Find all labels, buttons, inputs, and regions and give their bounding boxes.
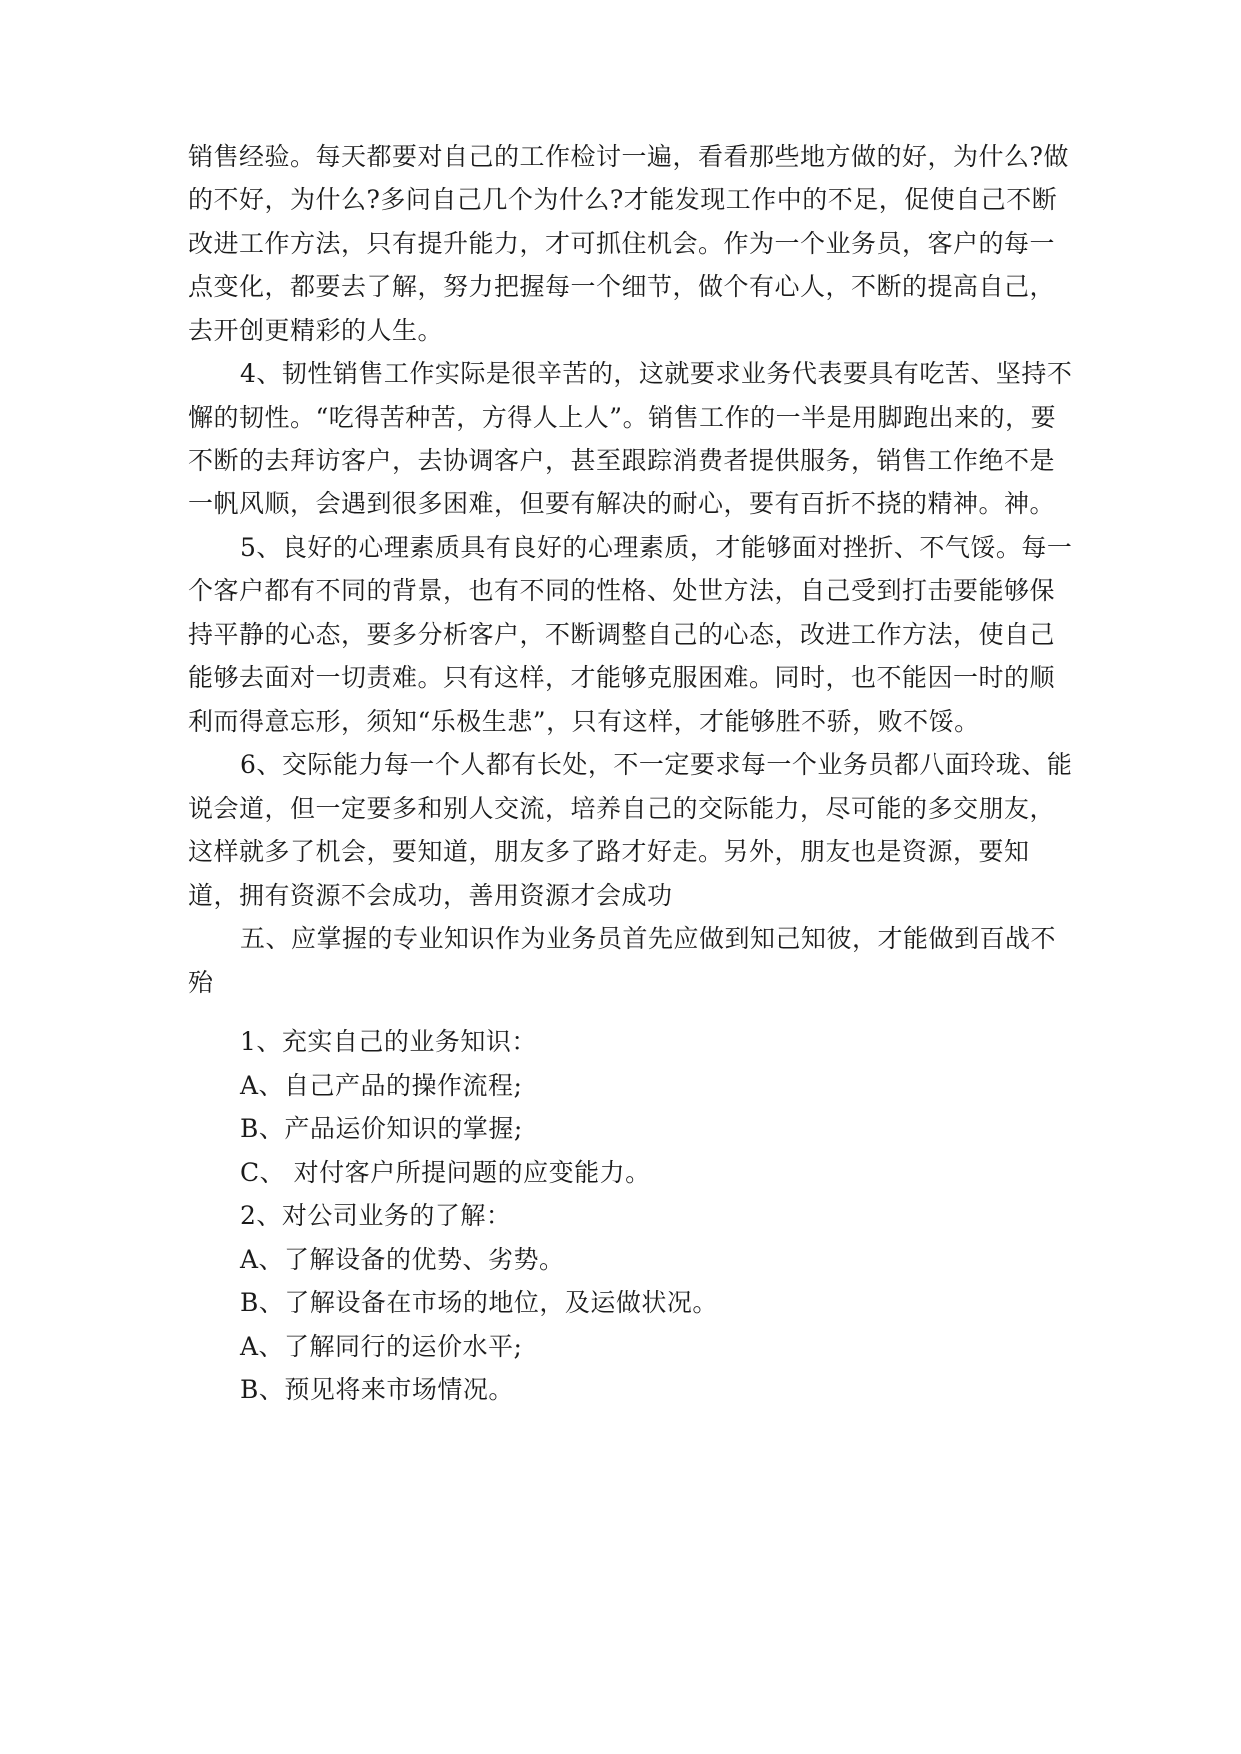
text-line: 懈的韧性。“吃得苦种苦，方得人上人”。销售工作的一半是用脚跑出来的，要 bbox=[188, 403, 1057, 432]
text-line: 殆 bbox=[188, 968, 214, 997]
text-line: 点变化，都要去了解，努力把握每一个细节，做个有心人，不断的提高自己， bbox=[188, 272, 1056, 301]
list-heading-2: 2、对公司业务的了解： bbox=[240, 1201, 512, 1230]
list-item: A、了解同行的运价水平; bbox=[240, 1332, 523, 1361]
section-5-heading: 五、应掌握的专业知识作为业务员首先应做到知己知彼，才能做到百战不 bbox=[240, 924, 1057, 953]
text-line: 一帆风顺，会遇到很多困难，但要有解决的耐心，要有百折不挠的精神。神。 bbox=[188, 489, 1056, 518]
list-item: B、预见将来市场情况。 bbox=[240, 1375, 514, 1404]
text-line: 改进工作方法，只有提升能力，才可抓住机会。作为一个业务员，客户的每一 bbox=[188, 229, 1056, 258]
text-line: 持平静的心态，要多分析客户，不断调整自己的心态，改进工作方法，使自己 bbox=[188, 620, 1056, 649]
text-line: 销售经验。每天都要对自己的工作检讨一遍，看看那些地方做的好，为什么?做 bbox=[188, 142, 1069, 171]
paragraph-5-first-line: 5、良好的心理素质具有良好的心理素质，才能够面对挫折、不气馁。每一 bbox=[240, 533, 1073, 562]
list-item: C、 对付客户所提问题的应变能力。 bbox=[240, 1158, 651, 1187]
list-item: B、产品运价知识的掌握; bbox=[240, 1114, 523, 1143]
text-line: 能够去面对一切责难。只有这样，才能够克服困难。同时，也不能因一时的顺 bbox=[188, 663, 1056, 692]
text-line: 个客户都有不同的背景，也有不同的性格、处世方法，自己受到打击要能够保 bbox=[188, 576, 1056, 605]
paragraph-6-first-line: 6、交际能力每一个人都有长处，不一定要求每一个业务员都八面玲珑、能 bbox=[240, 750, 1073, 779]
text-line: 不断的去拜访客户，去协调客户，甚至跟踪消费者提供服务，销售工作绝不是 bbox=[188, 446, 1056, 475]
list-item: A、了解设备的优势、劣势。 bbox=[240, 1245, 565, 1274]
text-line: 这样就多了机会，要知道，朋友多了路才好走。另外，朋友也是资源，要知 bbox=[188, 837, 1030, 866]
list-heading-1: 1、充实自己的业务知识： bbox=[240, 1027, 537, 1056]
text-line: 利而得意忘形，须知“乐极生悲”，只有这样，才能够胜不骄，败不馁。 bbox=[188, 707, 980, 736]
text-line: 道，拥有资源不会成功，善用资源才会成功 bbox=[188, 881, 673, 910]
list-item: B、了解设备在市场的地位，及运做状况。 bbox=[240, 1288, 718, 1317]
text-line: 去开创更精彩的人生。 bbox=[188, 316, 444, 345]
text-line: 的不好，为什么?多问自己几个为什么?才能发现工作中的不足，促使自己不断 bbox=[188, 185, 1058, 214]
text-line: 说会道，但一定要多和别人交流，培养自己的交际能力，尽可能的多交朋友， bbox=[188, 794, 1056, 823]
paragraph-4-first-line: 4、韧性销售工作实际是很辛苦的，这就要求业务代表要具有吃苦、坚持不 bbox=[240, 359, 1073, 388]
list-item: A、自己产品的操作流程; bbox=[240, 1071, 523, 1100]
